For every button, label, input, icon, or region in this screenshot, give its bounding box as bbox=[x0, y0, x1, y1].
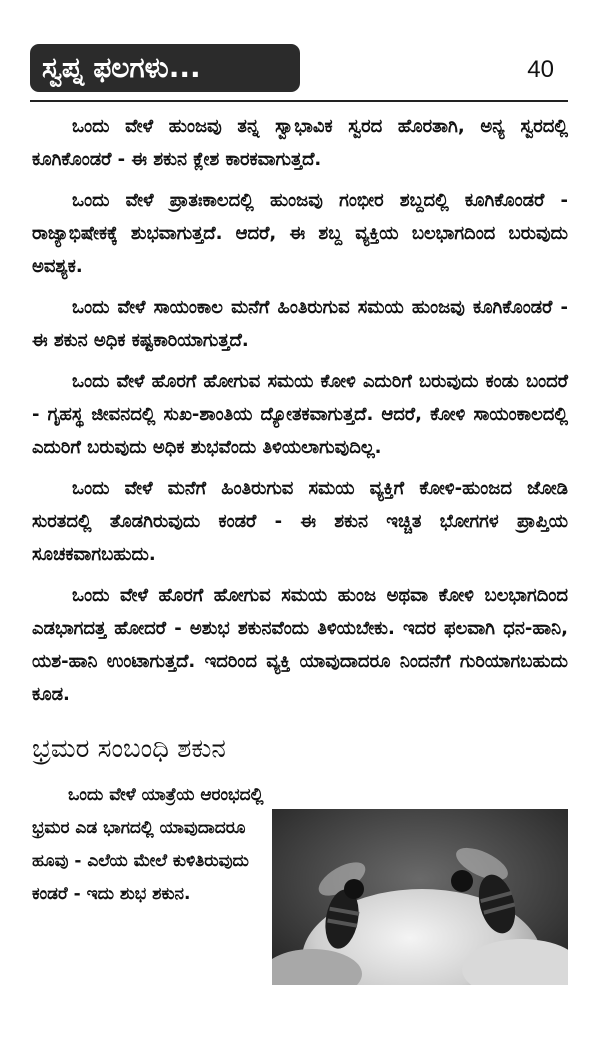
paragraph-2: ಒಂದು ವೇಳೆ ಪ್ರಾತಃಕಾಲದಲ್ಲಿ ಹುಂಜವು ಗಂಭೀರ ಶಬ್ದದಲ್ಲಿ ಕೂಗಿಕೊಂಡರೆ - ರಾಜ್ಯಾಭಿಷೇಕಕ್ಕೆ ಶುಭವಾಗುತ್ತದೆ. ಆದರೆ, ಈ ಶಬ್ದ ವ್ಯಕ್ತಿಯ ಬಲಭಾಗದಿಂದ ಬರುವುದು ಅವಶ್ಯಕ. bbox=[32, 190, 568, 277]
section-body bbox=[32, 779, 568, 985]
paragraph-3: ಒಂದು ವೇಳೆ ಸಾಯಂಕಾಲ ಮನೆಗೆ ಹಿಂತಿರುಗುವ ಸಮಯ ಹುಂಜವು ಕೂಗಿಕೊಂಡರೆ - ಈ ಶಕುನ ಅಧಿಕ ಕಷ್ಟಕಾರಿಯಾಗುತ್ತದೆ. bbox=[32, 297, 568, 351]
section-paragraph: ಒಂದು ವೇಳೆ ಯಾತ್ರೆಯ ಆರಂಭದಲ್ಲಿ ಭ್ರಮರ ಎಡ ಭಾಗದಲ್ಲಿ ಯಾವುದಾದರೂ ಹೂವು - ಎಲೆಯ ಮೇಲೆ ಕುಳಿತಿರುವುದು ಕಂಡರೆ - ಇದು ಶುಭ ಶಕುನ. bbox=[32, 785, 264, 904]
section-heading: ಭ್ರಮರ ಸಂಬಂಧಿ ಶಕುನ bbox=[32, 734, 226, 764]
paragraph-4: ಒಂದು ವೇಳೆ ಹೊರಗೆ ಹೋಗುವ ಸಮಯ ಕೋಳಿ ಎದುರಿಗೆ ಬರುವುದು ಕಂಡು ಬಂದರೆ - ಗೃಹಸ್ಥ ಜೀವನದಲ್ಲಿ ಸುಖ-ಶಾಂತಿಯ ದ್ಯೋತಕವಾಗುತ್ತದೆ. ಆದರೆ, ಕೋಳಿ ಸಾಯಂಕಾಲದಲ್ಲಿ ಎದುರಿಗೆ ಬರುವುದು ಅಧಿಕ ಶುಭವೆಂದು ತಿಳಿಯಲಾಗುವುದಿಲ್ಲ. bbox=[32, 371, 568, 458]
page-body bbox=[32, 110, 568, 985]
paragraph-6: ಒಂದು ವೇಳೆ ಹೊರಗೆ ಹೋಗುವ ಸಮಯ ಹುಂಜ ಅಥವಾ ಕೋಳಿ ಬಲಭಾಗದಿಂದ ಎಡಭಾಗದತ್ತ ಹೋದರೆ - ಅಶುಭ ಶಕುನವೆಂದು ತಿಳಿಯಬೇಕು. ಇದರ ಫಲವಾಗಿ ಧನ-ಹಾನಿ, ಯಶ-ಹಾನಿ ಉಂಟಾಗುತ್ತದೆ. ಇದರಿಂದ ವ್ಯಕ್ತಿ ಯಾವುದಾದರೂ ನಿಂದನೆಗೆ ಗುರಿಯಾಗಬಹುದು ಕೂಡ. bbox=[32, 585, 568, 705]
page-number: 40 bbox=[527, 56, 554, 83]
bee-on-flower-photo bbox=[272, 809, 568, 985]
header-divider bbox=[30, 100, 568, 102]
bee-on-flower-illustration bbox=[272, 809, 568, 985]
paragraph-1: ಒಂದು ವೇಳೆ ಹುಂಜವು ತನ್ನ ಸ್ವಾಭಾವಿಕ ಸ್ವರದ ಹೊರತಾಗಿ, ಅನ್ಯ ಸ್ವರದಲ್ಲಿ ಕೂಗಿಕೊಂಡರೆ - ಈ ಶಕುನ ಕ್ಲೇಶ ಕಾರಕವಾಗುತ್ತದೆ. bbox=[32, 116, 568, 170]
chapter-title: ಸ್ವಪ್ನ ಫಲಗಳು... bbox=[42, 51, 201, 84]
chapter-title-badge bbox=[30, 44, 300, 92]
paragraph-5: ಒಂದು ವೇಳೆ ಮನೆಗೆ ಹಿಂತಿರುಗುವ ಸಮಯ ವ್ಯಕ್ತಿಗೆ ಕೋಳಿ-ಹುಂಜದ ಜೋಡಿ ಸುರತದಲ್ಲಿ ತೊಡಗಿರುವುದು ಕಂಡರೆ - ಈ ಶಕುನ ಇಚ್ಚಿತ ಭೋಗಗಳ ಪ್ರಾಪ್ತಿಯ ಸೂಚಕವಾಗಬಹುದು. bbox=[32, 478, 568, 565]
